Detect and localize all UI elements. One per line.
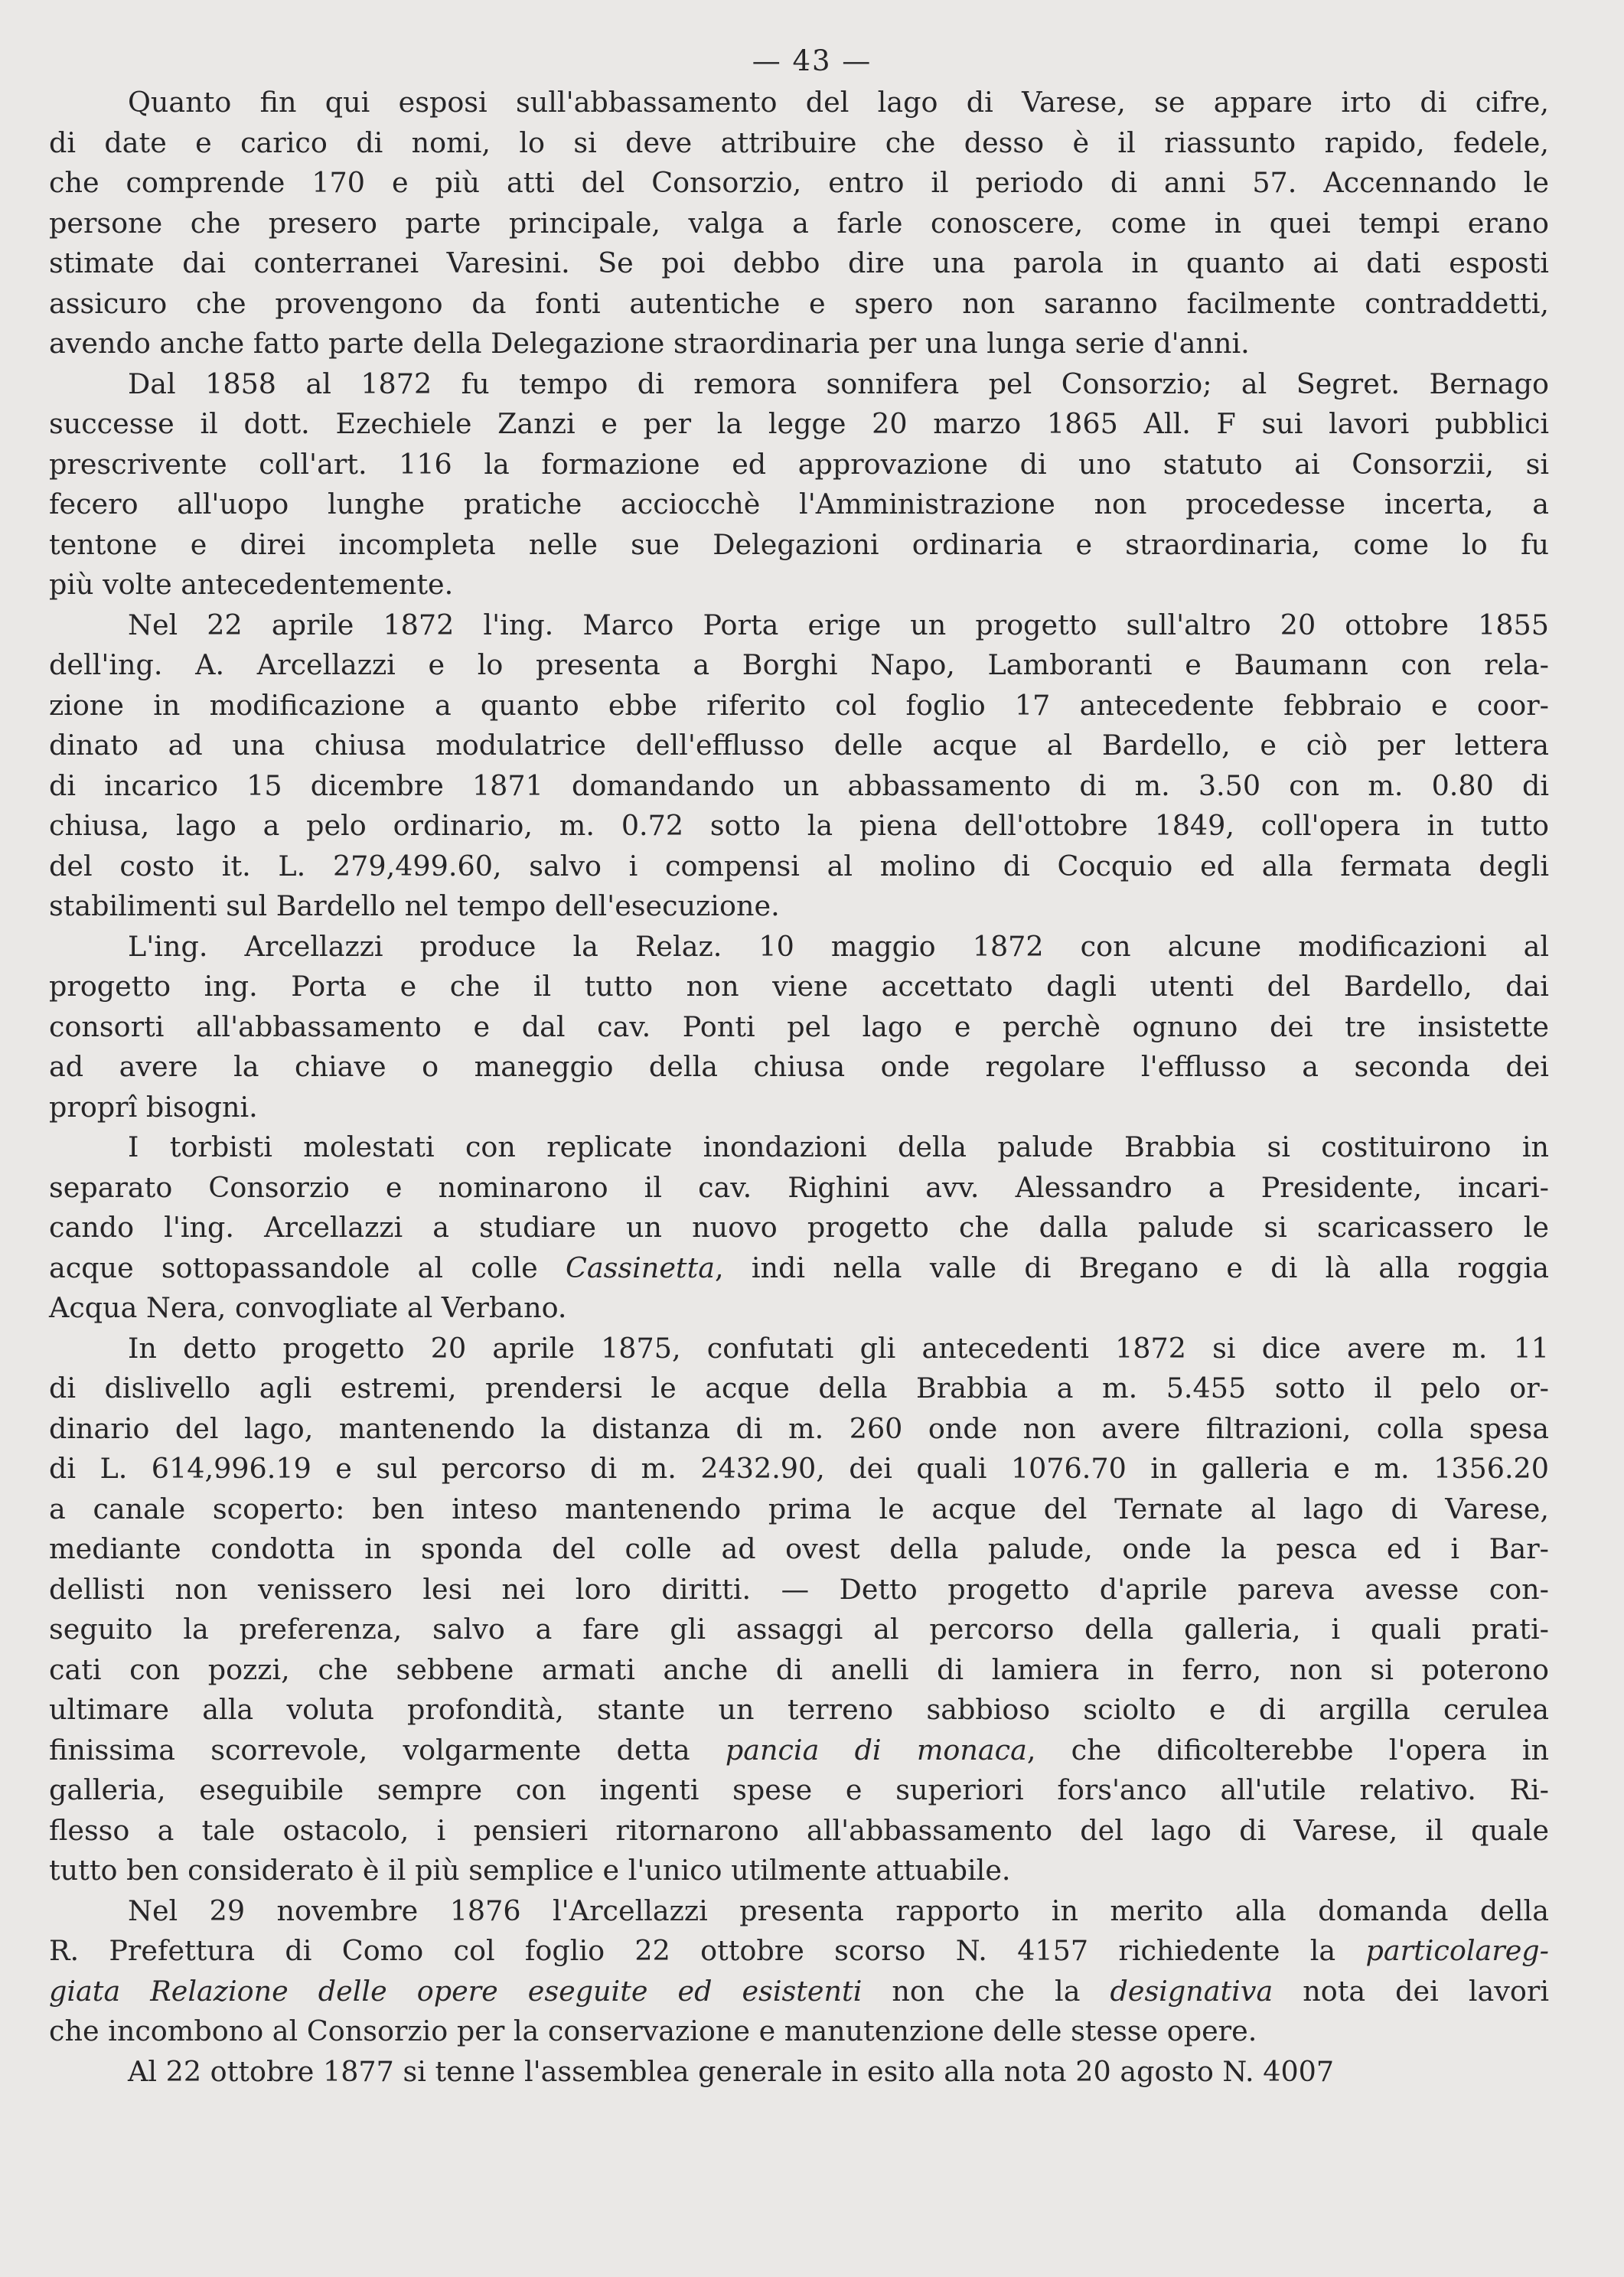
text-line: zione in modificazione a quanto ebbe riferito col foglio 17 antecedente febbraio e coor-: [49, 688, 1549, 722]
text-line: successe il dott. Ezechiele Zanzi e per la legge 20 marzo 1865 All. F sui lavori pubblici: [49, 407, 1549, 440]
text-line: giata Relazione delle opere eseguite ed esistenti non che la designativa nota dei lavori: [49, 1974, 1550, 2008]
text-line: di dislivello agli estremi, prendersi le acque della Brabbia a m. 5.455 sotto il pelo or-: [49, 1372, 1549, 1404]
text-line: finissima scorrevole, volgarmente detta pancia di monaca, che dificolterebbe l'opera in: [49, 1733, 1549, 1766]
text-line: galleria, eseguibile sempre con ingenti spese e superiori fors'anco all'utile relativo. Ri-: [49, 1773, 1549, 1806]
text-line: ad avere la chiave o maneggio della chiusa onde regolare l'efflusso a seconda dei: [49, 1050, 1549, 1083]
text-line: separato Consorzio e nominarono il cav. Righini avv. Alessandro a Presidente, incari-: [49, 1170, 1549, 1204]
text-line: tutto ben considerato è il più semplice e l'unico utilmente attuabile.: [49, 1854, 1011, 1887]
italic-text: particolareg-: [1365, 1934, 1549, 1967]
text-line: Nel 29 novembre 1876 l'Arcellazzi presenta rapporto in merito alla domanda della: [128, 1894, 1549, 1927]
text-line: seguito la preferenza, salvo a fare gli assaggi al percorso della galleria, i quali prati-: [49, 1613, 1549, 1646]
text-line: R. Prefettura di Como col foglio 22 ottobre scorso N. 4157 richiedente la particolareg-: [49, 1934, 1549, 1967]
text-line: persone che presero parte principale, valga a farle conoscere, come in quei tempi erano: [49, 206, 1549, 240]
text-line: a canale scoperto: ben inteso mantenendo prima le acque del Ternate al lago di Varese,: [49, 1492, 1549, 1525]
text-line: del costo it. L. 279,499.60, salvo i compensi al molino di Cocquio ed alla fermata degli: [49, 849, 1549, 882]
text-line: Nel 22 aprile 1872 l'ing. Marco Porta erige un progetto sull'altro 20 ottobre 1855: [128, 608, 1549, 641]
text-line: di incarico 15 dicembre 1871 domandando un abbassamento di m. 3.50 con m. 0.80 di: [49, 768, 1549, 802]
text-line: che comprende 170 e più atti del Consorzio, entro il periodo di anni 57. Accennando le: [49, 166, 1549, 199]
text-line: I torbisti molestati con replicate inondazioni della palude Brabbia si costituirono in: [128, 1130, 1549, 1163]
text-line: di date e carico di nomi, lo si deve attribuire che desso è il riassunto rapido, fedele,: [49, 126, 1549, 159]
text-line: assicuro che provengono da fonti autentiche e spero non saranno facilmente contraddetti,: [49, 286, 1549, 320]
page-number: — 43 —: [752, 44, 872, 77]
text-line: flesso a tale ostacolo, i pensieri ritornarono all'abbassamento del lago di Varese, il quale: [49, 1813, 1549, 1847]
text-line: stimate dai conterranei Varesini. Se poi debbo dire una parola in quanto ai dati esposti: [49, 246, 1549, 279]
text-line: progetto ing. Porta e che il tutto non viene accettato dagli utenti del Bardello, dai: [49, 970, 1549, 1003]
text-line: L'ing. Arcellazzi produce la Relaz. 10 maggio 1872 con alcune modificazioni al: [128, 929, 1549, 963]
text-line: acque sottopassandole al colle Cassinetta, indi nella valle di Bregano e di là alla roggia: [49, 1251, 1549, 1284]
text-line: dinato ad una chiusa modulatrice dell'efflusso delle acque al Bardello, e ciò per lettera: [49, 729, 1549, 762]
text-line: chiusa, lago a pelo ordinario, m. 0.72 sotto la piena dell'ottobre 1849, coll'opera in tutto: [49, 809, 1549, 842]
text-line: stabilimenti sul Bardello nel tempo dell'esecuzione.: [49, 889, 780, 922]
body-text: [49, 83, 1549, 2092]
text-line: cando l'ing. Arcellazzi a studiare un nuovo progetto che dalla palude si scaricassero le: [49, 1211, 1549, 1244]
italic-text: Relazione delle opere eseguite ed esistenti: [150, 1974, 863, 2008]
text-line: mediante condotta in sponda del colle ad ovest della palude, onde la pesca ed i Bar-: [49, 1532, 1549, 1565]
text-line: In detto progetto 20 aprile 1875, confutati gli antecedenti 1872 si dice avere m. 11: [128, 1331, 1549, 1365]
italic-text: Cassinetta: [565, 1251, 716, 1284]
text-line: prescrivente coll'art. 116 la formazione ed approvazione di uno statuto ai Consorzii, si: [49, 447, 1549, 481]
text-line: Dal 1858 al 1872 fu tempo di remora sonnifera pel Consorzio; al Segret. Bernago: [128, 367, 1549, 400]
text-line: che incombono al Consorzio per la conservazione e manutenzione delle stesse opere.: [49, 2014, 1257, 2047]
italic-text: giata: [49, 1974, 121, 2008]
text-line: dellisti non venissero lesi nei loro diritti. — Detto progetto d'aprile pareva avesse con-: [49, 1572, 1549, 1606]
text-line: avendo anche fatto parte della Delegazione straordinaria per una lunga serie d'anni.: [49, 327, 1250, 360]
text-line: proprî bisogni.: [49, 1090, 258, 1124]
text-line: tentone e direi incompleta nelle sue Delegazioni ordinaria e straordinaria, come lo fu: [49, 527, 1549, 561]
text-line: più volte antecedentemente.: [49, 568, 454, 601]
text-line: dell'ing. A. Arcellazzi e lo presenta a Borghi Napo, Lamboranti e Baumann con rela-: [49, 648, 1549, 681]
text-line: Quanto fin qui esposi sull'abbassamento del lago di Varese, se appare irto di cifre,: [128, 86, 1549, 119]
text-line: Al 22 ottobre 1877 si tenne l'assemblea generale in esito alla nota 20 agosto N. 4007: [128, 2054, 1335, 2088]
text-line: fecero all'uopo lunghe pratiche acciocchè l'Amministrazione non procedesse incerta, a: [49, 488, 1549, 520]
text-line: di L. 614,996.19 e sul percorso di m. 2432.90, dei quali 1076.70 in galleria e m. 1356.20: [49, 1452, 1549, 1485]
italic-text: designativa: [1110, 1974, 1273, 2008]
text-line: Acqua Nera, convogliate al Verbano.: [49, 1291, 567, 1324]
text-line: cati con pozzi, che sebbene armati anche di anelli di lamiera in ferro, non si poterono: [49, 1652, 1549, 1686]
text-line: dinario del lago, mantenendo la distanza di m. 260 onde non avere filtrazioni, colla spesa: [49, 1411, 1549, 1445]
italic-text: pancia di monaca: [725, 1733, 1027, 1766]
text-line: ultimare alla voluta profondità, stante un terreno sabbioso sciolto e di argilla cerulea: [49, 1693, 1549, 1726]
text-line: consorti all'abbassamento e dal cav. Ponti pel lago e perchè ognuno dei tre insistette: [49, 1010, 1549, 1043]
